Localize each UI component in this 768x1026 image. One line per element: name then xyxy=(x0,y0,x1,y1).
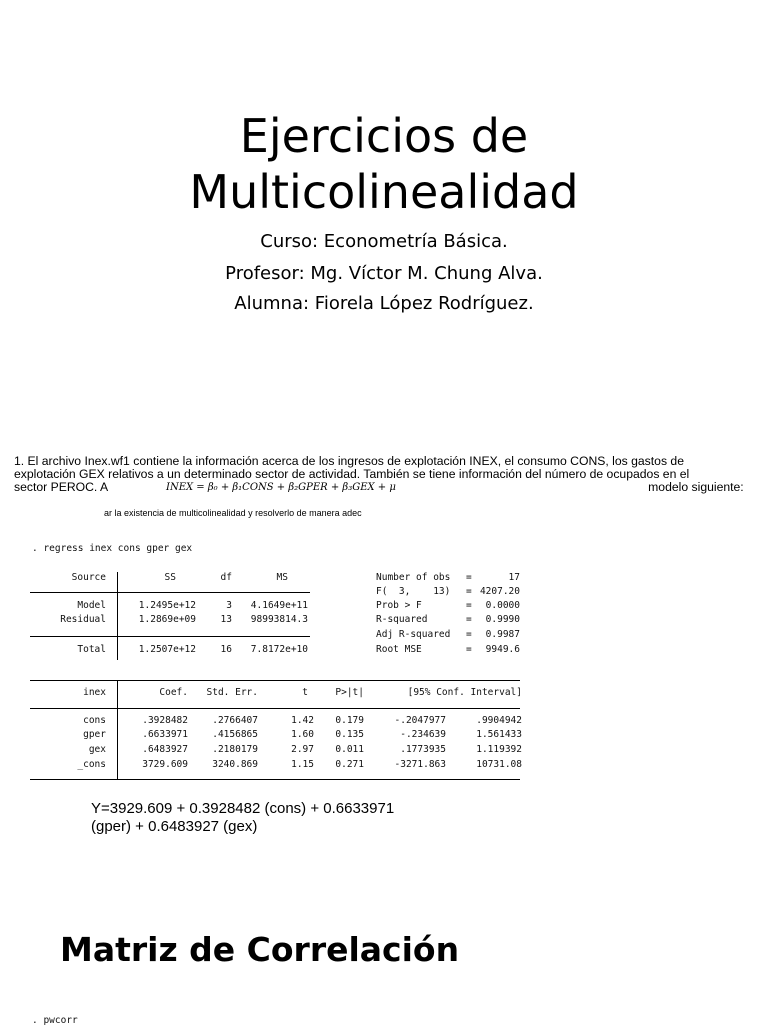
anova-rule-top xyxy=(30,592,310,593)
coef-se-gex: .2180179 xyxy=(212,744,258,755)
coef-hi-constant: 10731.08 xyxy=(476,759,522,770)
anova-ss-total: 1.2507e+12 xyxy=(138,644,196,655)
course-line: Curso: Econometría Básica. xyxy=(260,231,508,252)
fit-value-adjr2: 0.9987 xyxy=(485,629,520,640)
coef-lo-constant: -3271.863 xyxy=(394,759,446,770)
fit-label-f: F( 3, 13) xyxy=(376,586,451,597)
fit-eq-f: = xyxy=(466,586,472,597)
coef-header-se: Std. Err. xyxy=(206,687,258,698)
fit-value-r2: 0.9990 xyxy=(485,614,520,625)
coef-value-constant: 3729.609 xyxy=(142,759,188,770)
coef-p-gper: 0.135 xyxy=(335,729,364,740)
fit-value-rmse: 9949.6 xyxy=(485,644,520,655)
anova-rule-mid xyxy=(30,636,310,637)
coef-var-gex: gex xyxy=(88,744,106,755)
coef-header-ci: [95% Conf. Interval] xyxy=(407,687,522,698)
fit-label-adjr2: Adj R-squared xyxy=(376,629,451,640)
coef-header-p: P>|t| xyxy=(335,687,364,698)
fit-eq-prob: = xyxy=(466,600,472,611)
equation-line-2: (gper) + 0.6483927 (gex) xyxy=(91,818,258,835)
coef-divider xyxy=(117,680,118,780)
coef-se-constant: 3240.869 xyxy=(212,759,258,770)
problem-line-4: ar la existencia de multicolinealidad y resolverlo de manera adec xyxy=(104,508,362,518)
anova-source-residual: Residual xyxy=(60,614,106,625)
coef-p-constant: 0.271 xyxy=(335,759,364,770)
anova-df-residual: 13 xyxy=(220,614,232,625)
coef-lo-gex: .1773935 xyxy=(400,744,446,755)
problem-line-3a: sector PEROC. A xyxy=(14,480,109,494)
anova-header-df: df xyxy=(220,572,232,583)
fit-value-prob: 0.0000 xyxy=(485,600,520,611)
coef-hi-gper: 1.561433 xyxy=(476,729,522,740)
anova-header-ss: SS xyxy=(164,572,176,583)
fit-value-nobs: 17 xyxy=(508,572,520,583)
section-heading: Matriz de Correlación xyxy=(60,930,460,969)
coef-rule-bottom xyxy=(30,779,520,780)
coef-header-t: t xyxy=(302,687,308,698)
coef-lo-gper: -.234639 xyxy=(400,729,446,740)
coef-value-gper: .6633971 xyxy=(142,729,188,740)
coef-var-constant: _cons xyxy=(77,759,106,770)
coef-t-constant: 1.15 xyxy=(291,759,314,770)
fit-eq-nobs: = xyxy=(466,572,472,583)
professor-line: Profesor: Mg. Víctor M. Chung Alva. xyxy=(225,263,543,284)
anova-header-source: Source xyxy=(71,572,106,583)
equation-line-1: Y=3929.609 + 0.3928482 (cons) + 0.6633971 xyxy=(91,800,395,817)
pwcorr-command: . pwcorr xyxy=(32,1015,78,1026)
anova-source-model: Model xyxy=(77,600,106,611)
anova-source-total: Total xyxy=(77,644,106,655)
fit-label-prob: Prob > F xyxy=(376,600,422,611)
anova-df-total: 16 xyxy=(220,644,232,655)
anova-ss-residual: 1.2869e+09 xyxy=(138,614,196,625)
slide-title xyxy=(0,108,768,220)
coef-t-cons: 1.42 xyxy=(291,715,314,726)
problem-line-3b: modelo siguiente: xyxy=(648,480,744,494)
coef-var-cons: cons xyxy=(83,715,106,726)
coef-p-cons: 0.179 xyxy=(335,715,364,726)
problem-line-1: 1. El archivo Inex.wf1 contiene la información acerca de los ingresos de explotación INEX, el consumo CONS, los gastos de xyxy=(14,454,684,468)
student-line: Alumna: Fiorela López Rodríguez. xyxy=(234,293,534,314)
coef-lo-cons: -.2047977 xyxy=(394,715,446,726)
anova-header-ms: MS xyxy=(276,572,288,583)
coef-rule-top xyxy=(30,680,520,681)
coef-value-gex: .6483927 xyxy=(142,744,188,755)
fit-label-r2: R-squared xyxy=(376,614,428,625)
coef-hi-gex: 1.119392 xyxy=(476,744,522,755)
coef-rule-mid xyxy=(30,708,520,709)
anova-ss-model: 1.2495e+12 xyxy=(138,600,196,611)
fit-eq-r2: = xyxy=(466,614,472,625)
anova-ms-residual: 98993814.3 xyxy=(250,614,308,625)
fit-eq-adjr2: = xyxy=(466,629,472,640)
coef-hi-cons: .9904942 xyxy=(476,715,522,726)
fit-eq-rmse: = xyxy=(466,644,472,655)
coef-value-cons: .3928482 xyxy=(142,715,188,726)
coef-header-var: inex xyxy=(83,687,106,698)
coef-var-gper: gper xyxy=(83,729,106,740)
anova-divider xyxy=(117,572,118,660)
estimated-equation xyxy=(91,800,394,836)
model-formula: INEX = β₀ + β₁CONS + β₂GPER + β₃GEX + μ xyxy=(162,482,400,493)
coef-t-gper: 1.60 xyxy=(291,729,314,740)
problem-line-2: explotación GEX relativos a un determinado sector de actividad. También se tiene información del número de ocupados en el xyxy=(14,467,690,481)
anova-ms-total: 7.8172e+10 xyxy=(250,644,308,655)
anova-df-model: 3 xyxy=(226,600,232,611)
coef-p-gex: 0.011 xyxy=(335,744,364,755)
title-line-2: Multicolinealidad xyxy=(189,165,579,219)
coef-t-gex: 2.97 xyxy=(291,744,314,755)
fit-label-rmse: Root MSE xyxy=(376,644,422,655)
fit-value-f: 4207.20 xyxy=(479,586,520,597)
title-line-1: Ejercicios de xyxy=(239,109,529,163)
fit-label-nobs: Number of obs xyxy=(376,572,451,583)
coef-header-coef: Coef. xyxy=(159,687,188,698)
anova-ms-model: 4.1649e+11 xyxy=(250,600,308,611)
coef-se-cons: .2766407 xyxy=(212,715,258,726)
coef-se-gper: .4156865 xyxy=(212,729,258,740)
regress-command: . regress inex cons gper gex xyxy=(32,543,193,554)
